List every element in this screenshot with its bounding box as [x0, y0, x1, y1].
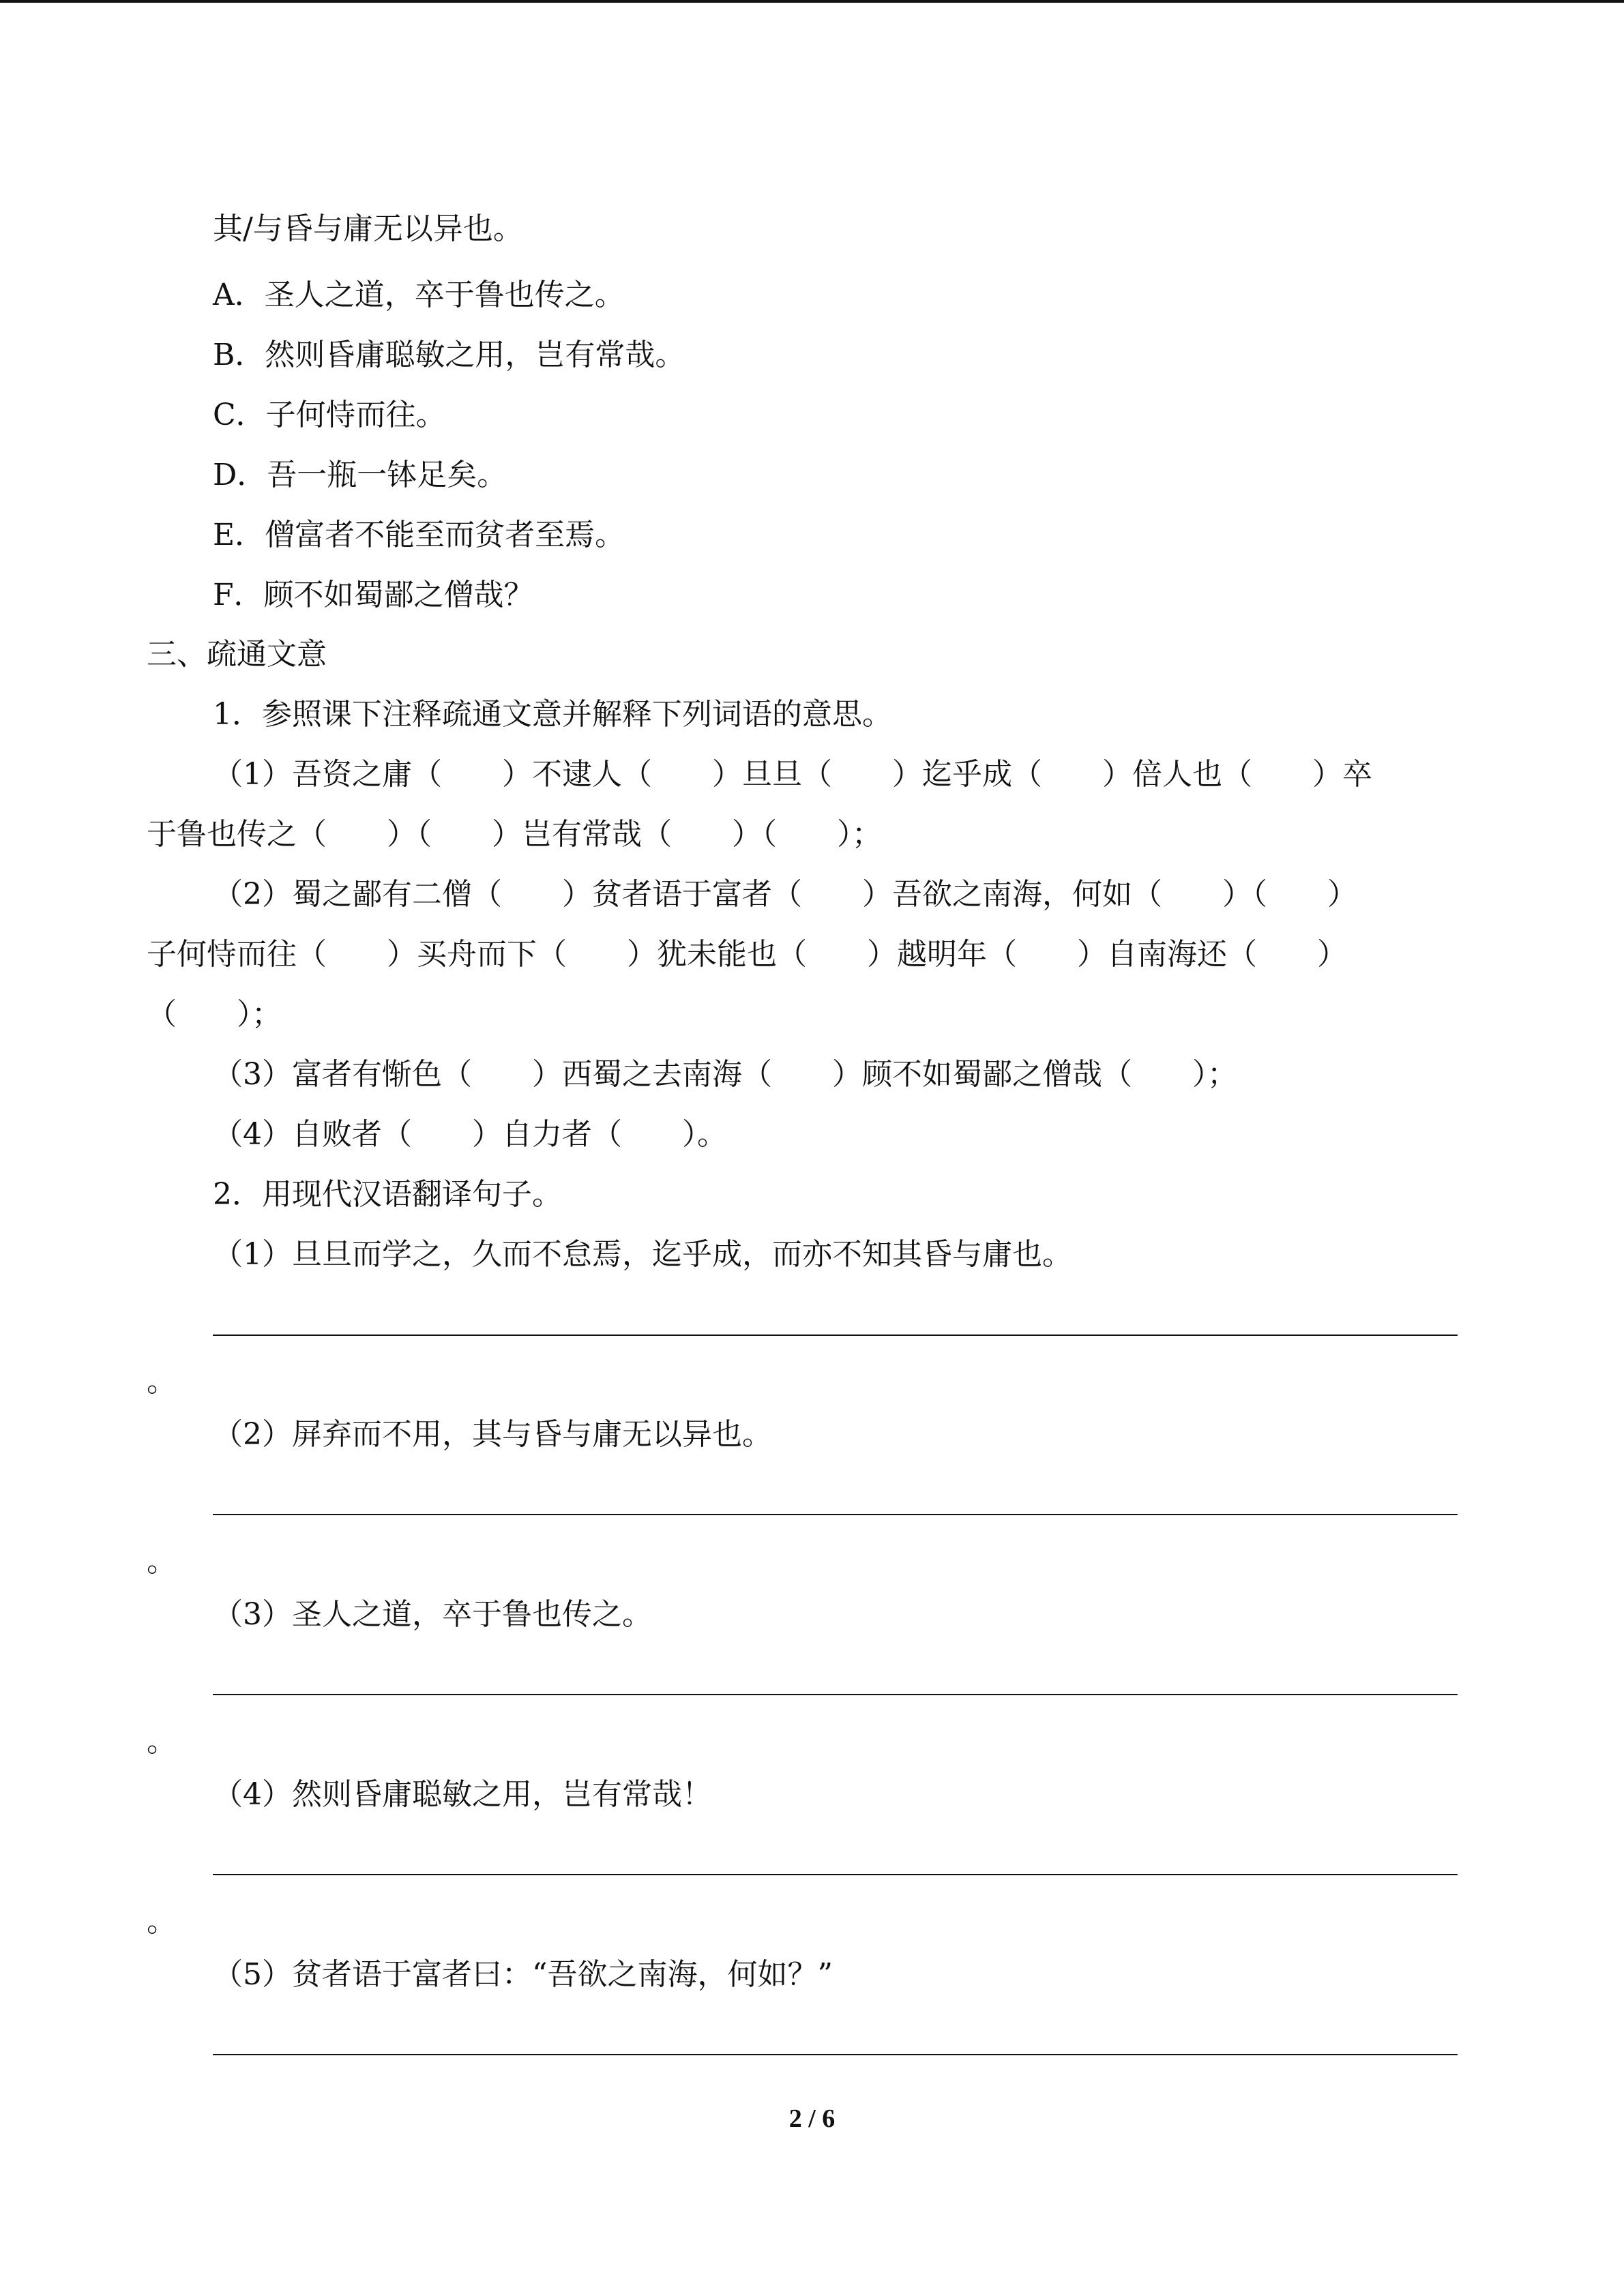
option-f: F．顾不如蜀鄙之僧哉？ — [213, 578, 534, 612]
page-number: 2 / 6 — [788, 2104, 836, 2133]
text-line: 其/与昏与庸无以异也。 — [213, 211, 523, 246]
option-e: E．僧富者不能至而贫者至焉。 — [213, 518, 625, 552]
question-1-item-2-continued: 子何恃而往（ ）买舟而下（ ）犹未能也（ ）越明年（ ）自南海还（ ） — [147, 937, 1347, 972]
answer-line-2[interactable] — [213, 1514, 1458, 1515]
answer-end-mark: 。 — [147, 1904, 177, 1939]
answer-line-3[interactable] — [213, 1694, 1458, 1695]
translation-sentence-1: （1）旦旦而学之，久而不怠焉，迄乎成，而亦不知其昏与庸也。 — [213, 1237, 1072, 1272]
translation-sentence-5: （5）贫者语于富者曰：“吾欲之南海，何如？” — [213, 1957, 833, 1992]
option-c: C．子何恃而往。 — [213, 398, 446, 432]
answer-end-mark: 。 — [147, 1724, 177, 1759]
option-a: A．圣人之道，卒于鲁也传之。 — [213, 278, 625, 312]
question-1-item-2: （2）蜀之鄙有二僧（ ）贫者语于富者（ ）吾欲之南海，何如（ ）（ ） — [213, 877, 1357, 912]
translation-sentence-3: （3）圣人之道，卒于鲁也传之。 — [213, 1597, 652, 1632]
translation-sentence-4: （4）然则昏庸聪敏之用，岂有常哉！ — [213, 1777, 712, 1812]
option-d: D．吾一瓶一钵足矣。 — [213, 458, 507, 492]
translation-sentence-2: （2）屏弃而不用，其与昏与庸无以异也。 — [213, 1417, 772, 1452]
question-1-item-1-continued: 于鲁也传之（ ）（ ）岂有常哉（ ）（ ）； — [147, 817, 882, 852]
answer-line-5[interactable] — [213, 2054, 1458, 2055]
answer-end-mark: 。 — [147, 1544, 177, 1579]
option-b: B．然则昏庸聪敏之用，岂有常哉。 — [213, 338, 685, 372]
section-heading: 三、疏通文意 — [147, 637, 327, 672]
answer-line-1[interactable] — [213, 1335, 1458, 1336]
answer-end-mark: 。 — [147, 1364, 177, 1399]
question-1-instruction: 1．参照课下注释疏通文意并解释下列词语的意思。 — [213, 697, 892, 732]
question-1-item-2-continued-2: （ ）； — [147, 997, 282, 1032]
answer-line-4[interactable] — [213, 1874, 1458, 1875]
question-1-item-1: （1）吾资之庸（ ）不逮人（ ）旦旦（ ）迄乎成（ ）倍人也（ ）卒 — [213, 757, 1372, 792]
question-1-item-3: （3）富者有惭色（ ）西蜀之去南海（ ）顾不如蜀鄙之僧哉（ ）； — [213, 1057, 1237, 1092]
question-1-item-4: （4）自败者（ ）自力者（ ）。 — [213, 1117, 727, 1152]
question-2-instruction: 2．用现代汉语翻译句子。 — [213, 1177, 562, 1212]
page-top-border — [0, 0, 1624, 3]
